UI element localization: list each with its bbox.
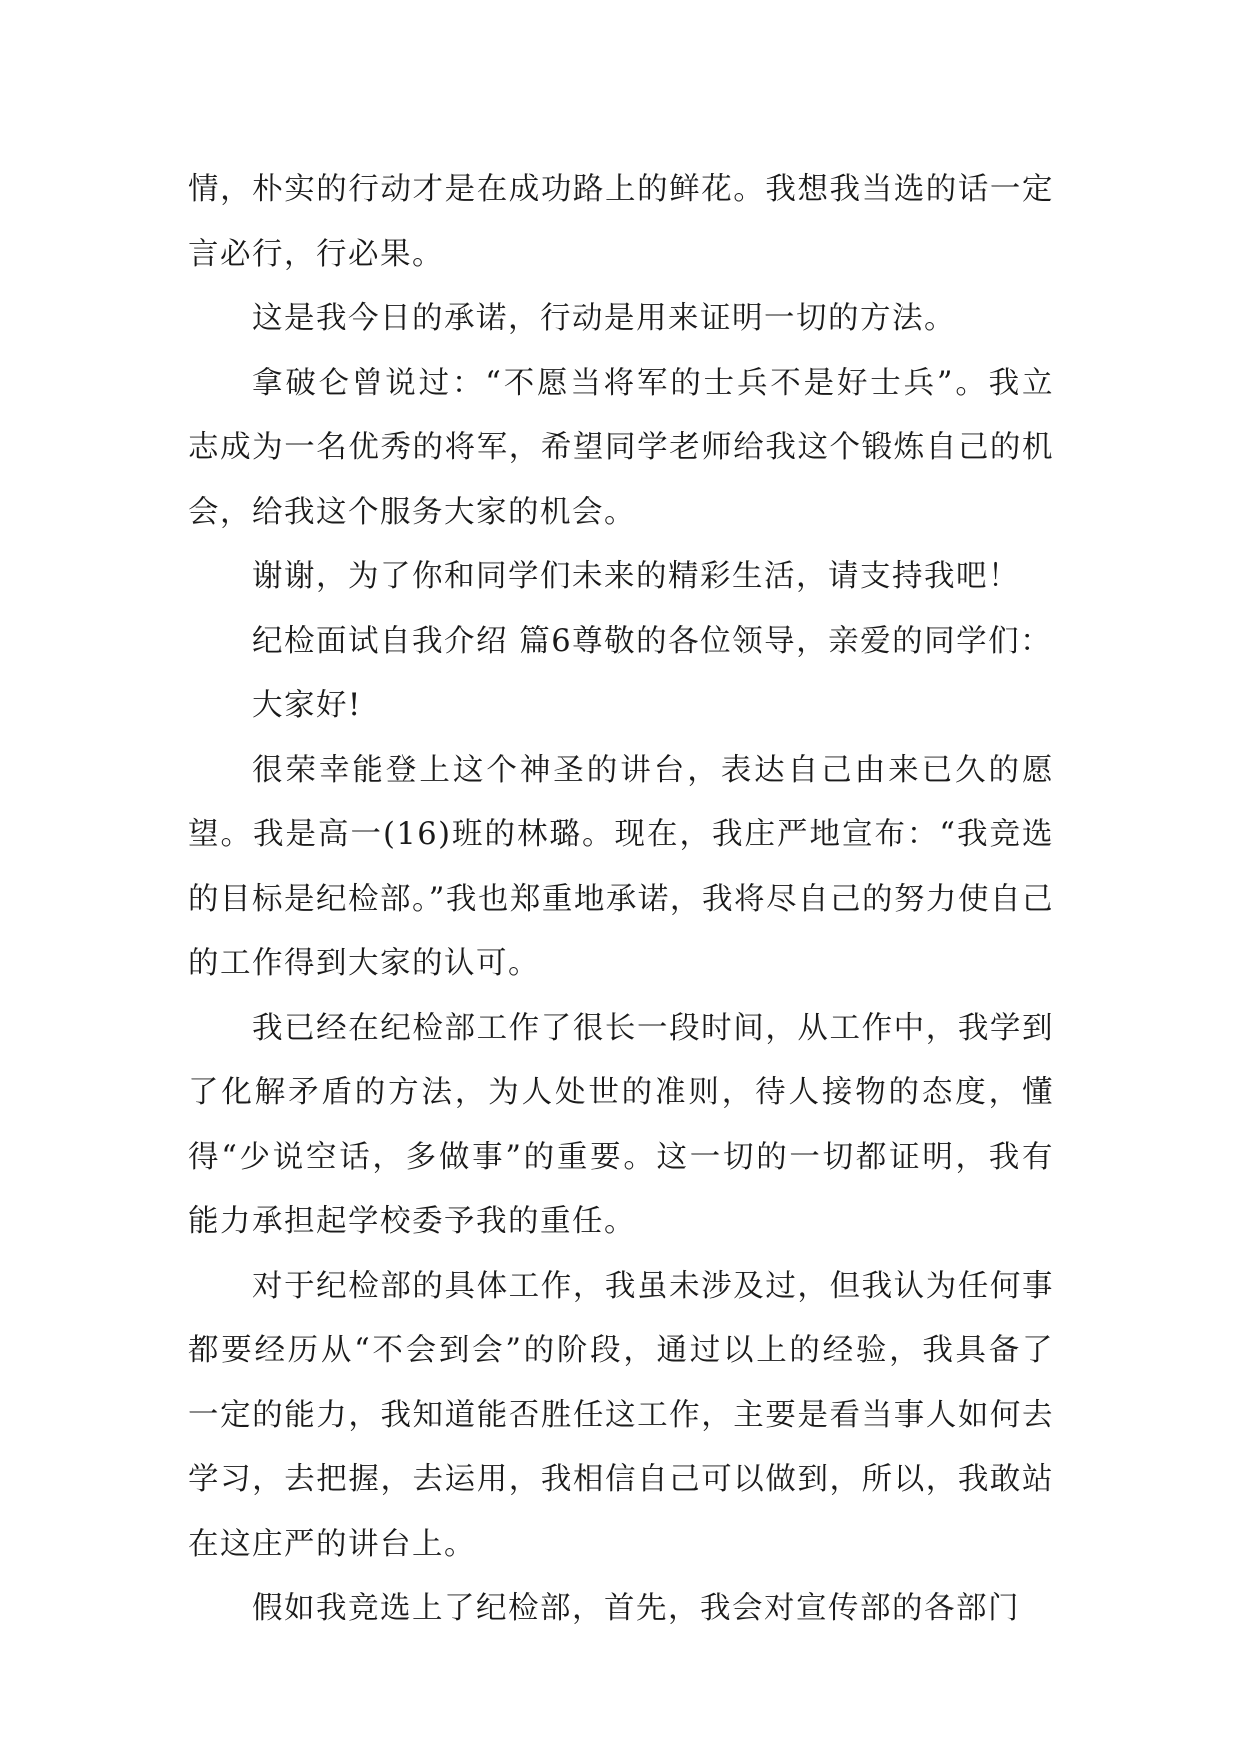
greeting-paragraph: 大家好!: [252, 688, 362, 723]
document-body: [188, 158, 1054, 1642]
paragraph: 这是我今日的承诺，行动是用来证明一切的方法。: [252, 301, 956, 336]
paragraph: 拿破仑曾说过：“不愿当将军的士兵不是好士兵”。我立志成为一名优秀的将军，希望同学老师给我这个锻炼自己的机会，给我这个服务大家的机会。: [188, 365, 1054, 530]
paragraph: 假如我竞选上了纪检部，首先，我会对宣传部的各部门: [252, 1591, 1020, 1626]
paragraph: 很荣幸能登上这个神圣的讲台，表达自己由来已久的愿望。我是高一(16)班的林璐。现在，我庄严地宣布：“我竞选的目标是纪检部。”我也郑重地承诺，我将尽自己的努力使自己的工作得到大家的认可。: [188, 752, 1054, 981]
paragraph: 我已经在纪检部工作了很长一段时间，从工作中，我学到了化解矛盾的方法，为人处世的准则，待人接物的态度，懂得“少说空话，多做事”的重要。这一切的一切都证明，我有能力承担起学校委予我的重任。: [188, 1010, 1054, 1239]
paragraph: 谢谢，为了你和同学们未来的精彩生活，请支持我吧！: [252, 559, 1020, 594]
paragraph: 对于纪检部的具体工作，我虽未涉及过，但我认为任何事都要经历从“不会到会”的阶段，通过以上的经验，我具备了一定的能力，我知道能否胜任这工作，主要是看当事人如何去学习，去把握，去运用，我相信自己可以做到，所以，我敢站在这庄严的讲台上。: [188, 1268, 1054, 1562]
section-heading-paragraph: 纪检面试自我介绍 篇6尊敬的各位领导，亲爱的同学们：: [252, 623, 1053, 659]
paragraph: 情，朴实的行动才是在成功路上的鲜花。我想我当选的话一定言必行，行必果。: [188, 172, 1054, 272]
